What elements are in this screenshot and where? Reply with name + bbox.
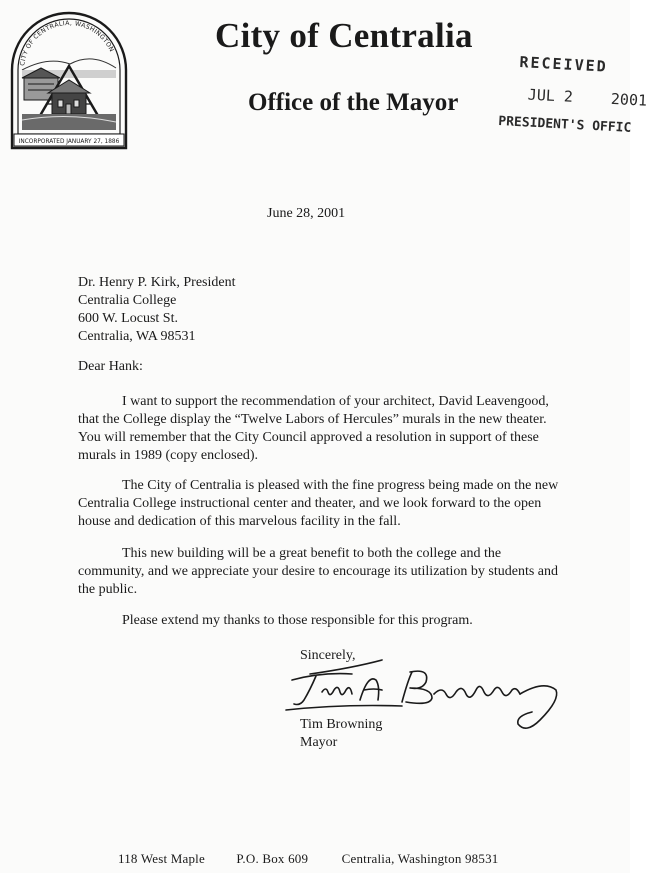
- signer-name: Tim Browning: [300, 717, 383, 732]
- recipient-line: Centralia College: [78, 293, 177, 308]
- paragraph-line: Centralia College instructional center and theater, and we look forward to the open: [78, 496, 542, 511]
- body-paragraph: [78, 612, 473, 630]
- signer-block: [300, 716, 382, 752]
- seal-top-text: CITY OF CENTRALIA, WASHINGTON: [19, 19, 116, 67]
- recipient-address: [78, 274, 236, 346]
- received-stamp: [495, 52, 648, 159]
- paragraph-line: Please extend my thanks to those responsible for this program.: [122, 613, 473, 628]
- signer-title: Mayor: [300, 735, 338, 750]
- stamp-date: [527, 86, 647, 110]
- stamp-office: PRESIDENT'S OFFIC: [497, 114, 632, 136]
- salutation: Dear Hank:: [78, 359, 143, 374]
- body-paragraph: [78, 545, 558, 599]
- paragraph-line: community, and we appreciate your desire to encourage its utilization by students and: [78, 564, 559, 579]
- paragraph-line: murals in 1989 (copy enclosed).: [78, 448, 259, 463]
- recipient-line: Centralia, WA 98531: [78, 329, 196, 344]
- svg-text:CITY OF CENTRALIA, WASHINGTON: [19, 20, 115, 66]
- stamp-received-label: RECEIVED: [519, 53, 609, 76]
- paragraph-line: This new building will be a great benefit to both the college and the: [122, 546, 502, 561]
- recipient-line: 600 W. Locust St.: [78, 311, 178, 326]
- letterhead-office-name: Office of the Mayor: [248, 89, 459, 116]
- letterhead-footer: [118, 851, 498, 867]
- footer-po-box: P.O. Box 609: [236, 851, 309, 866]
- footer-street: 118 West Maple: [118, 851, 205, 866]
- paragraph-line: The City of Centralia is pleased with the fine progress being made on the new: [122, 478, 559, 493]
- paragraph-line: You will remember that the City Council approved a resolution in support of these: [78, 430, 539, 445]
- body-paragraph: [78, 393, 549, 465]
- stamp-month-day: JUL 2: [527, 85, 574, 106]
- paragraph-line: that the College display the “Twelve Labors of Hercules” murals in the new theater.: [78, 412, 547, 427]
- paragraph-line: house and dedication of this marvelous facility in the fall.: [78, 514, 401, 529]
- city-seal-graphic: [8, 8, 130, 152]
- city-seal: [8, 8, 130, 152]
- recipient-line: Dr. Henry P. Kirk, President: [78, 275, 236, 290]
- letterhead-city-name: City of Centralia: [215, 16, 473, 55]
- stamp-year: 2001: [610, 89, 648, 110]
- body-paragraph: [78, 477, 558, 531]
- paragraph-line: the public.: [78, 582, 138, 597]
- closing: Sincerely,: [300, 648, 356, 663]
- paragraph-line: I want to support the recommendation of your architect, David Leavengood,: [122, 394, 549, 409]
- seal-bottom-text: INCORPORATED JANUARY 27, 1886: [18, 139, 120, 145]
- letter-date: June 28, 2001: [267, 206, 346, 221]
- footer-city-state-zip: Centralia, Washington 98531: [341, 851, 499, 866]
